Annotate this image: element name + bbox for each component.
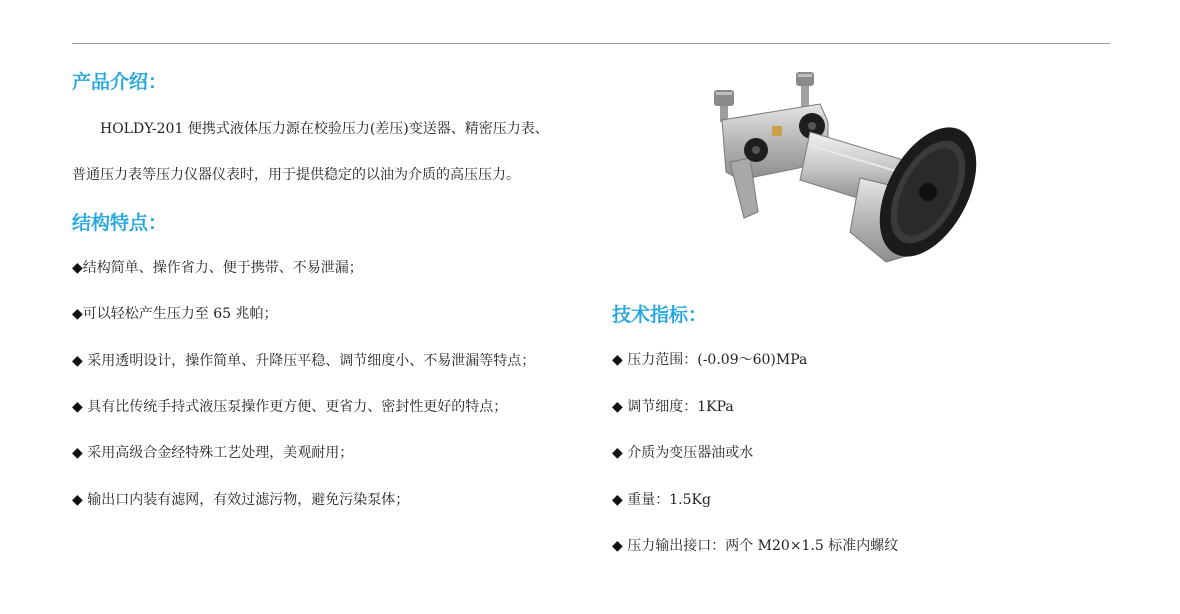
spec-text: 介质为变压器油或水 xyxy=(622,445,754,461)
spec-item xyxy=(612,442,753,462)
diamond-bullet-icon: ◆ xyxy=(72,492,83,508)
top-divider xyxy=(72,43,1110,44)
diamond-bullet-icon: ◆ xyxy=(612,492,623,508)
feature-item xyxy=(72,350,535,370)
feature-item xyxy=(72,396,507,416)
feature-item xyxy=(72,257,363,277)
specs-heading: 技术指标： xyxy=(612,304,708,326)
feature-text: 输出口内装有滤网，有效过滤污物，避免污染泵体； xyxy=(82,492,410,508)
feature-item xyxy=(72,442,353,462)
spec-item xyxy=(612,396,734,416)
spec-text: 压力输出接口：两个 M20×1.5 标准内螺纹 xyxy=(622,538,899,554)
product-image xyxy=(700,62,990,272)
spec-item xyxy=(612,535,898,555)
feature-text: 可以轻松产生压力至 65 兆帕； xyxy=(82,306,278,322)
features-heading: 结构特点： xyxy=(72,212,168,234)
spec-text: 调节细度：1KPa xyxy=(622,399,734,415)
right-knob-icon xyxy=(796,72,814,108)
spec-item xyxy=(612,489,711,509)
diamond-bullet-icon: ◆ xyxy=(72,399,83,415)
diamond-bullet-icon: ◆ xyxy=(72,260,83,276)
spec-text: 压力范围：(-0.09～60)MPa xyxy=(622,352,808,368)
spec-item xyxy=(612,349,807,369)
intro-line-2: 普通压力表等压力仪器仪表时，用于提供稳定的以油为介质的高压压力。 xyxy=(72,167,520,183)
left-knob-icon xyxy=(714,90,734,122)
feature-text: 具有比传统手持式液压泵操作更方便、更省力、密封性更好的特点； xyxy=(82,399,508,415)
feature-text: 结构简单、操作省力、便于携带、不易泄漏； xyxy=(82,260,363,276)
diamond-bullet-icon: ◆ xyxy=(72,353,83,369)
intro-heading: 产品介绍： xyxy=(72,71,168,93)
feature-text: 采用高级合金经特殊工艺处理，美观耐用； xyxy=(82,445,354,461)
star-handle-icon xyxy=(744,138,768,162)
feature-text: 采用透明设计，操作简单、升降压平稳、调节细度小、不易泄漏等特点； xyxy=(82,353,536,369)
diamond-bullet-icon: ◆ xyxy=(612,538,623,554)
diamond-bullet-icon: ◆ xyxy=(72,306,83,322)
intro-line-1: HOLDY-201 便携式液体压力源在校验压力(差压)变送器、精密压力表、 xyxy=(100,121,549,137)
diamond-bullet-icon: ◆ xyxy=(72,445,83,461)
spec-text: 重量：1.5Kg xyxy=(622,492,711,508)
feature-item xyxy=(72,303,278,323)
diamond-bullet-icon: ◆ xyxy=(612,352,623,368)
feature-item xyxy=(72,489,409,509)
diamond-bullet-icon: ◆ xyxy=(612,445,623,461)
diamond-bullet-icon: ◆ xyxy=(612,399,623,415)
